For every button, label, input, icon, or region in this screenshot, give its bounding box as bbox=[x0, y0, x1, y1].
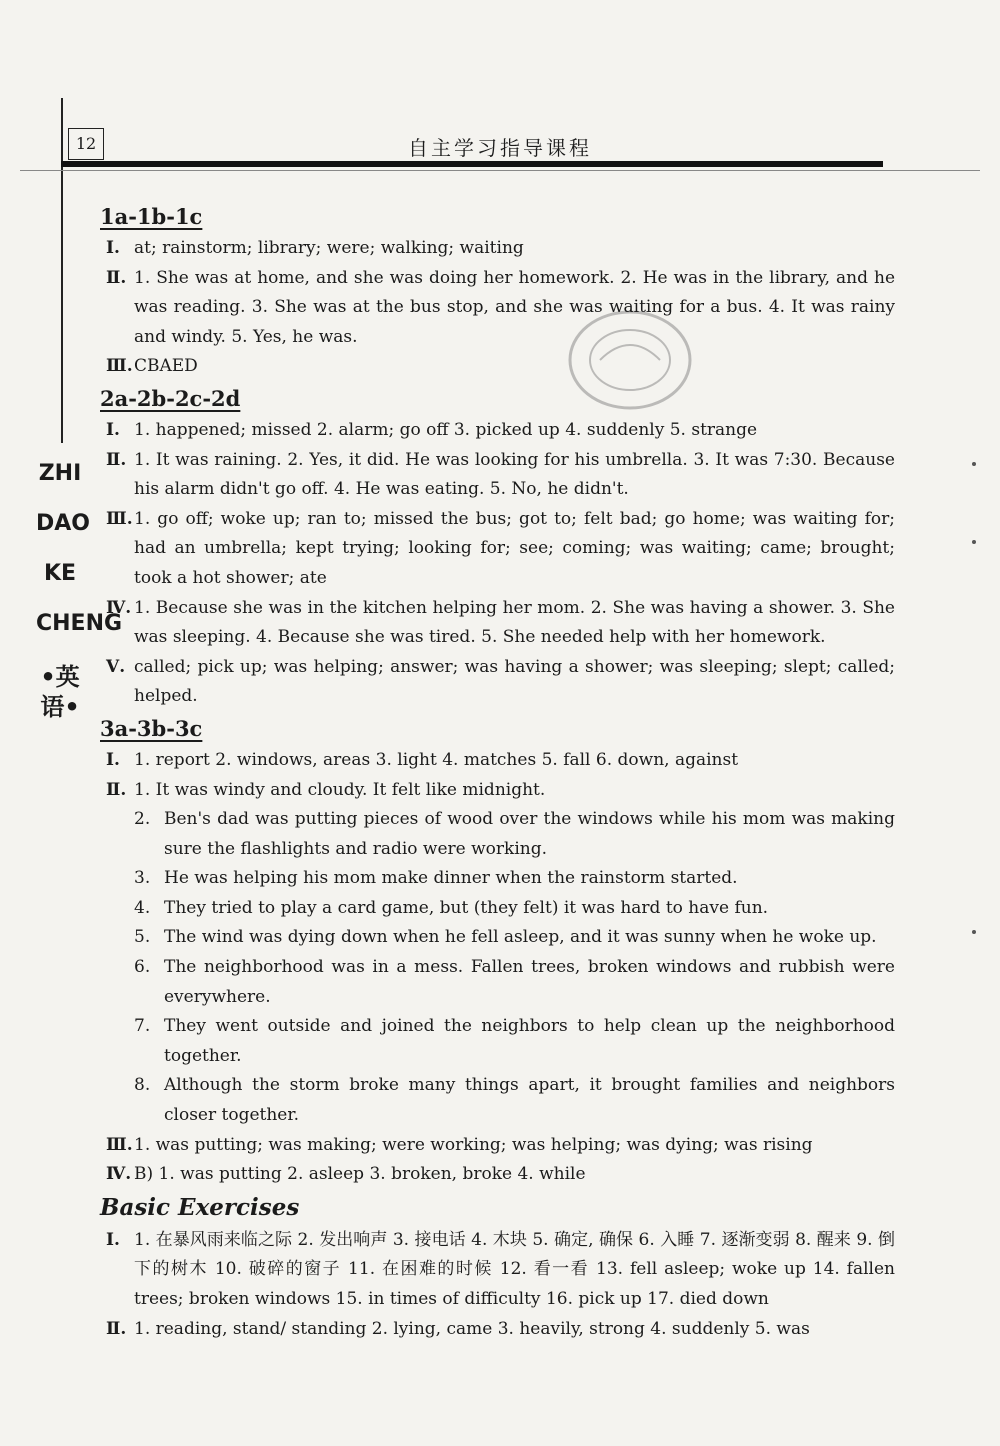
answer-item: Ⅰ. 1. 在暴风雨来临之际 2. 发出响声 3. 接电话 4. 木块 5. 确定, 确保 6. 入睡 7. 逐渐变弱 8. 醒来 9. 倒下的树木 10. 破碎的窗子 11. 在困难的时候 12. 看一看 13. fell asleep; woke up 14. fallen trees; broken windows 15. in times of difficulty 16. pick up 17. died down bbox=[106, 1229, 895, 1309]
answer-subitem: 3. He was helping his mom make dinner when the rainstorm started. bbox=[134, 868, 738, 889]
answer-subitem: 4. They tried to play a card game, but (they felt) it was hard to have fun. bbox=[134, 897, 769, 918]
subject-label: •英语• bbox=[40, 663, 80, 721]
series-word: ZHI bbox=[38, 461, 82, 486]
vertical-series-title bbox=[36, 461, 123, 722]
running-header-title: 自主学习指导课程 bbox=[408, 136, 592, 160]
answer-item: Ⅳ. B) 1. was putting 2. asleep 3. broken, broke 4. while bbox=[106, 1164, 586, 1185]
margin-mark bbox=[972, 462, 976, 466]
series-word: DAO bbox=[36, 511, 90, 536]
answer-item: Ⅲ. 1. was putting; was making; were working; was helping; was dying; was rising bbox=[106, 1134, 813, 1155]
header-rule bbox=[61, 161, 883, 167]
section-title: 2a-2b-2c-2d bbox=[100, 385, 241, 411]
margin-mark bbox=[972, 930, 976, 934]
answer-subitem: 6. The neighborhood was in a mess. Fallen trees, broken windows and rubbish were everywhere. bbox=[134, 957, 895, 1007]
answer-subitem: 8. Although the storm broke many things apart, it brought families and neighbors closer together. bbox=[134, 1075, 895, 1126]
answer-item: Ⅱ. 1. It was raining. 2. Yes, it did. He was looking for his umbrella. 3. It was 7:30. Because his alarm didn't go off. 4. He was eating. 5. No, he didn't. bbox=[106, 449, 895, 500]
answer-subitem: 7. They went outside and joined the neighbors to help clean up the neighborhood together. bbox=[134, 1016, 895, 1066]
series-word: CHENG bbox=[36, 611, 123, 636]
basic-exercises-title: Basic Exercises bbox=[100, 1193, 300, 1221]
answer-content bbox=[100, 200, 895, 1344]
answer-item: Ⅰ. 1. report 2. windows, areas 3. light 4. matches 5. fall 6. down, against bbox=[106, 749, 739, 770]
answer-item: Ⅱ. 1. She was at home, and she was doing her homework. 2. He was in the library, and he was reading. 3. She was at the bus stop, and she was waiting for a bus. 4. It was rainy and windy. 5. Yes, he was. bbox=[106, 267, 895, 347]
answer-item: Ⅱ. 1. It was windy and cloudy. It felt like midnight. bbox=[106, 779, 546, 800]
margin-mark bbox=[972, 540, 976, 544]
answer-item: Ⅳ. 1. Because she was in the kitchen helping her mom. 2. She was having a shower. 3. She was sleeping. 4. Because she was tired. 5. She needed help with her homework. bbox=[106, 597, 895, 648]
answer-item: Ⅱ. 1. reading, stand/ standing 2. lying, came 3. heavily, strong 4. suddenly 5. was bbox=[106, 1318, 810, 1339]
section-title: 1a-1b-1c bbox=[100, 204, 203, 229]
page-number: 12 bbox=[68, 128, 104, 160]
series-word: KE bbox=[43, 561, 77, 586]
header-thin-rule bbox=[20, 170, 980, 171]
left-margin-rule bbox=[61, 98, 63, 443]
answer-item: Ⅰ. 1. happened; missed 2. alarm; go off 3. picked up 4. suddenly 5. strange bbox=[106, 419, 758, 440]
answer-item: Ⅲ. CBAED bbox=[106, 356, 198, 377]
answer-item: Ⅴ. called; pick up; was helping; answer; was having a shower; was sleeping; slept; called; helped. bbox=[106, 656, 895, 707]
answer-item: Ⅰ. at; rainstorm; library; were; walking; waiting bbox=[106, 238, 524, 258]
answer-item: Ⅲ. 1. go off; woke up; ran to; missed the bus; got to; felt bad; go home; was waiting for; had an umbrella; kept trying; looking for; see; coming; was waiting; came; brought; took a hot shower; ate bbox=[106, 508, 895, 588]
answer-subitem: 5. The wind was dying down when he fell asleep, and it was sunny when he woke up. bbox=[134, 927, 877, 948]
answer-subitem: 2. Ben's dad was putting pieces of wood over the windows while his mom was making sure the flashlights and radio were working. bbox=[134, 809, 895, 859]
section-title: 3a-3b-3c bbox=[100, 715, 203, 741]
